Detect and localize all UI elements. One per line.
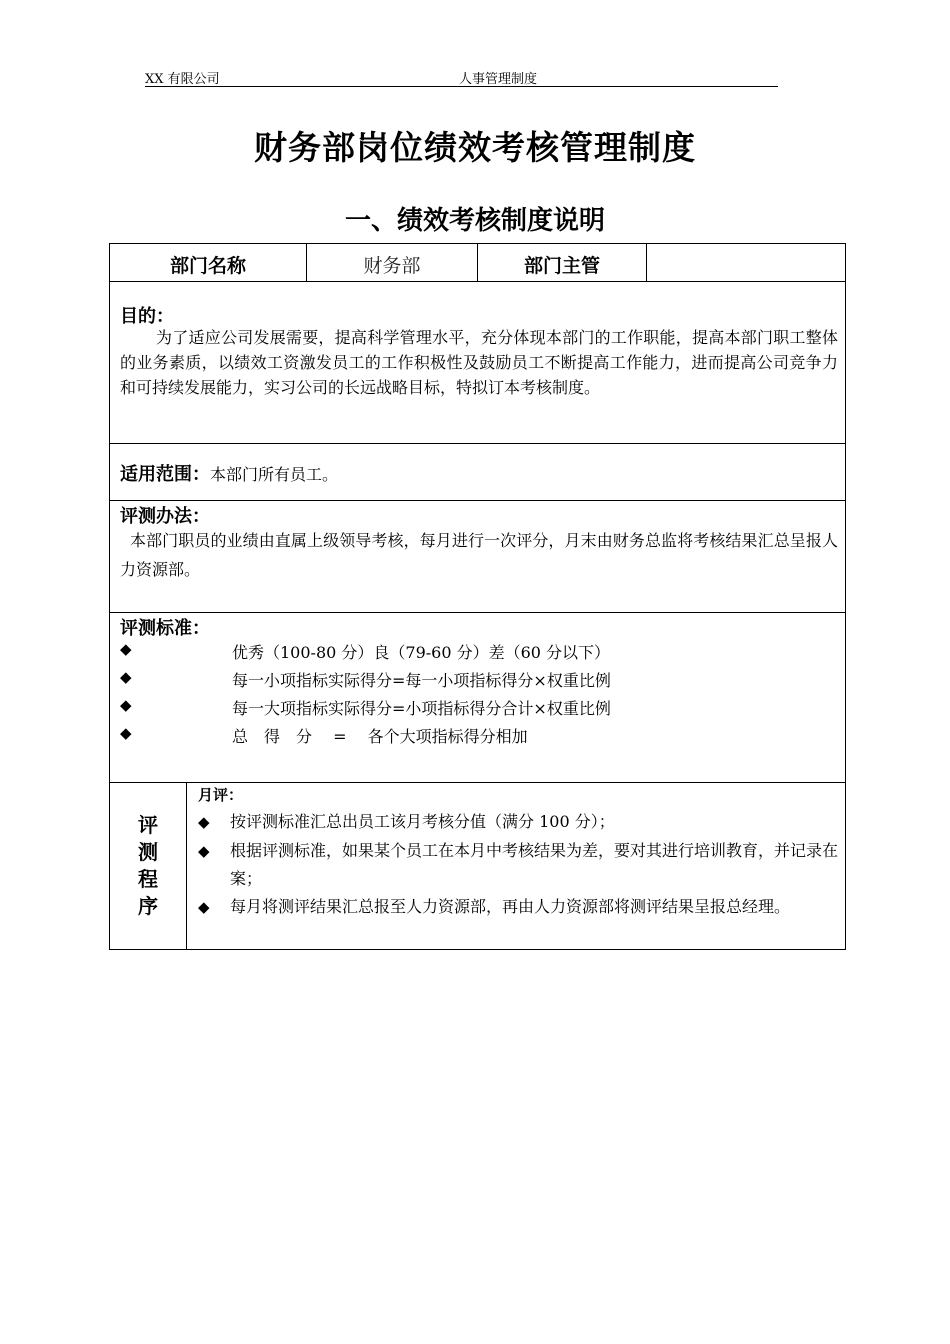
diamond-bullet-icon: ◆ bbox=[120, 640, 132, 658]
diamond-bullet-icon: ◆ bbox=[120, 696, 132, 714]
method-text: 本部门职员的业绩由直属上级领导考核，每月进行一次评分，月末由财务总监将考核结果汇总呈报人力资源部。 bbox=[120, 531, 838, 579]
scope-text: 本部门所有员工。 bbox=[210, 465, 339, 484]
col-divider bbox=[646, 244, 647, 281]
procedure-item bbox=[198, 808, 838, 836]
standard-item-text: 每一大项指标实际得分=小项指标得分合计×权重比例 bbox=[232, 699, 611, 718]
row-divider bbox=[110, 443, 845, 444]
row-divider bbox=[110, 612, 845, 613]
dept-name-label: 部门名称 bbox=[169, 255, 246, 277]
row-divider bbox=[110, 782, 845, 783]
procedure-item bbox=[198, 893, 838, 921]
procedure-label-char: 序 bbox=[138, 893, 158, 918]
diamond-bullet-icon: ◆ bbox=[198, 842, 210, 860]
procedure-label-char: 测 bbox=[138, 839, 158, 864]
procedure-item-text: 根据评测标准，如果某个员工在本月中考核结果为差，要对其进行培训教育，并记录在案； bbox=[230, 841, 839, 888]
procedure-item-text: 按评测标准汇总出员工该月考核分值（满分 100 分）； bbox=[230, 812, 615, 831]
scope-heading: 适用范围： bbox=[120, 464, 210, 485]
purpose-text: 为了适应公司发展需要，提高科学管理水平，充分体现本部门的工作职能，提高本部门职工整体的业务素质，以绩效工资激发员工的工作积极性及鼓励员工不断提高工作能力，进而提高公司竞争力和可持续发展能力，实习公司的长远战略目标，特拟订本考核制度。 bbox=[120, 328, 838, 397]
method-heading: 评测办法： bbox=[120, 506, 210, 527]
col-divider bbox=[186, 782, 187, 949]
row-divider bbox=[110, 500, 845, 501]
procedure-item bbox=[198, 837, 838, 893]
page-header bbox=[145, 66, 778, 87]
dept-name-value: 财务部 bbox=[363, 255, 421, 277]
diamond-bullet-icon: ◆ bbox=[198, 898, 210, 916]
standard-item-text: 总 得 分 = 各个大项指标得分相加 bbox=[232, 727, 528, 746]
dept-head-label: 部门主管 bbox=[523, 255, 600, 277]
header-company: XX 有限公司 bbox=[145, 72, 220, 87]
standard-heading: 评测标准： bbox=[120, 618, 210, 639]
row-divider bbox=[110, 281, 845, 282]
diamond-bullet-icon: ◆ bbox=[198, 813, 210, 831]
document-title: 财务部岗位绩效考核管理制度 bbox=[254, 128, 696, 167]
purpose-heading: 目的： bbox=[120, 306, 174, 327]
scope-row bbox=[120, 460, 338, 486]
header-doc-type: 人事管理制度 bbox=[459, 72, 538, 87]
diamond-bullet-icon: ◆ bbox=[120, 668, 132, 686]
procedure-item-text: 每月将测评结果汇总报至人力资源部，再由人力资源部将测评结果呈报总经理。 bbox=[230, 897, 791, 916]
section-title: 一、绩效考核制度说明 bbox=[344, 206, 605, 236]
diamond-bullet-icon: ◆ bbox=[120, 724, 132, 742]
procedure-label-char: 程 bbox=[138, 866, 158, 891]
assessment-form bbox=[109, 243, 846, 950]
standard-item-text: 每一小项指标实际得分=每一小项指标得分×权重比例 bbox=[232, 671, 611, 690]
procedure-label-char: 评 bbox=[138, 812, 158, 837]
monthly-review-heading: 月评： bbox=[198, 786, 244, 804]
procedure-label bbox=[110, 782, 186, 949]
standard-item-text: 优秀（100-80 分）良（79-60 分）差（60 分以下） bbox=[232, 643, 611, 662]
